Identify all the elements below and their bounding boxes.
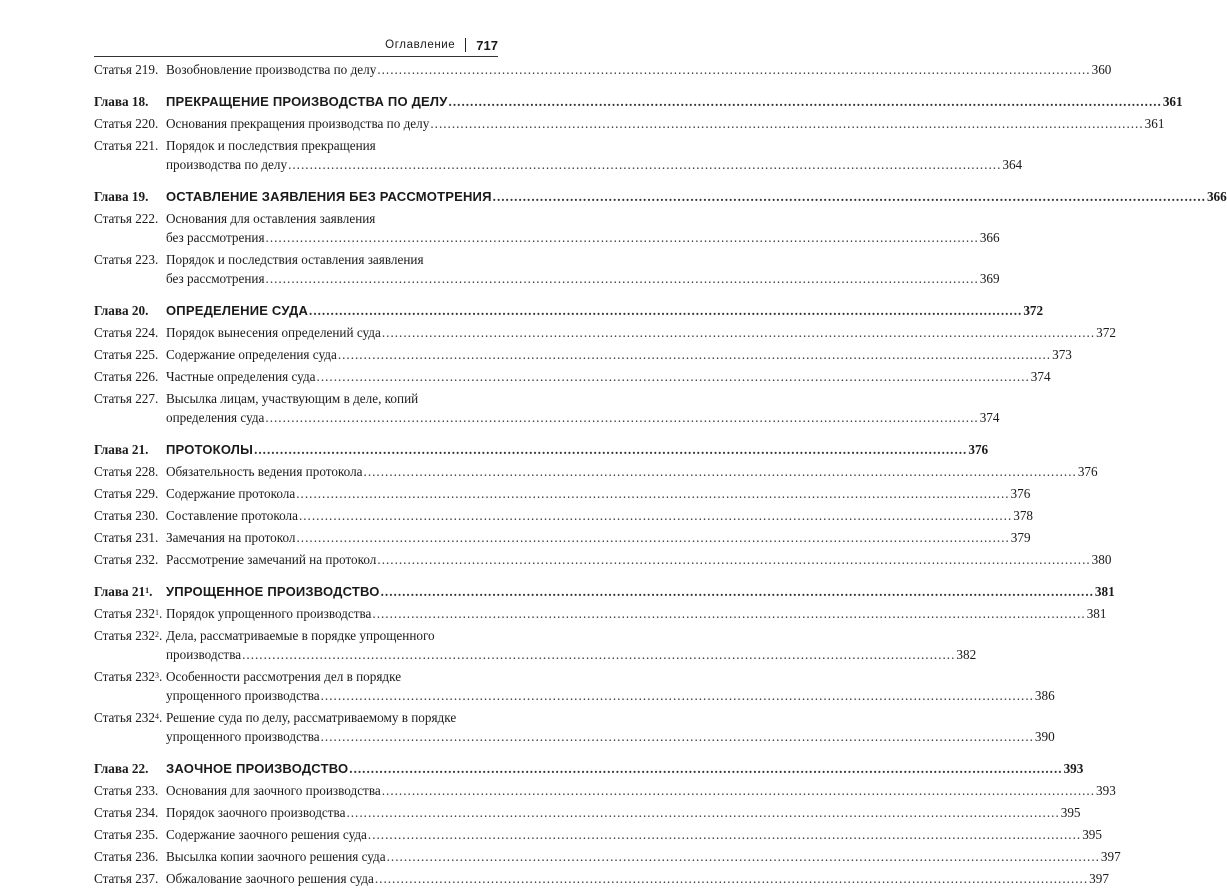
dot-leader xyxy=(349,759,1062,778)
entry-page-number: 390 xyxy=(1034,729,1055,744)
toc-article-entry[interactable] xyxy=(94,462,1098,481)
entry-page-number: 372 xyxy=(1023,303,1044,318)
entry-label-text: Глава 20. xyxy=(94,303,149,318)
entry-title: Порядок и последствия оставления заявления xyxy=(166,252,424,267)
entry-page-number: 395 xyxy=(1082,827,1102,842)
entry-label-text: Статья 232 xyxy=(94,669,155,684)
entry-page-number: 378 xyxy=(1013,508,1034,523)
toc-article-entry[interactable] xyxy=(94,345,1072,364)
dot-leader xyxy=(299,506,1012,525)
entry-title: производства по делу xyxy=(166,157,288,172)
toc-article-entry[interactable] xyxy=(94,528,1031,547)
entry-page-number: 360 xyxy=(1091,62,1112,77)
entry-label xyxy=(94,389,166,427)
entry-title: Основания прекращения производства по делу xyxy=(166,116,430,131)
entry-label xyxy=(94,667,166,705)
entry-label-text: Статья 231. xyxy=(94,530,159,545)
entry-label-text: Статья 228. xyxy=(94,464,159,479)
entry-label xyxy=(94,92,166,111)
entry-label xyxy=(94,604,166,623)
entry-label xyxy=(94,187,166,206)
entry-title: Особенности рассмотрения дел в порядке xyxy=(166,669,402,684)
entry-page-number: 376 xyxy=(1077,464,1098,479)
entry-title: ОСТАВЛЕНИЕ ЗАЯВЛЕНИЯ БЕЗ РАССМОТРЕНИЯ xyxy=(166,189,492,204)
entry-label xyxy=(94,825,166,844)
toc-article-entry[interactable] xyxy=(94,825,1102,844)
entry-label-text: Статья 227. xyxy=(94,391,159,406)
dot-leader xyxy=(254,440,967,459)
entry-title: Высылка лицам, участвующим в деле, копий xyxy=(166,391,419,406)
running-header xyxy=(100,36,498,54)
entry-page-number: 381 xyxy=(1094,584,1115,599)
entry-page-number: 373 xyxy=(1052,347,1072,362)
dot-leader xyxy=(321,727,1034,746)
entry-title: Дела, рассматриваемые в порядке упрощенного xyxy=(166,628,435,643)
entry-label xyxy=(94,250,166,288)
entry-label xyxy=(94,626,166,664)
dot-leader xyxy=(288,155,1001,174)
entry-label xyxy=(94,440,166,459)
toc-article-entry[interactable] xyxy=(94,847,1121,866)
entry-label xyxy=(94,759,166,778)
entry-label-text: Глава 18. xyxy=(94,94,149,109)
entry-page-number: 393 xyxy=(1063,761,1084,776)
entry-label xyxy=(94,484,166,503)
entry-title: Порядок заочного производства xyxy=(166,805,346,820)
entry-title: без рассмотрения xyxy=(166,271,265,286)
toc-article-entry[interactable] xyxy=(94,367,1051,386)
toc-article-entry[interactable] xyxy=(94,667,1055,705)
entry-label-text: Статья 222. xyxy=(94,211,159,226)
entry-title: Основания для оставления заявления xyxy=(166,211,376,226)
dot-leader xyxy=(338,345,1051,364)
entry-page-number: 386 xyxy=(1034,688,1055,703)
entry-label-text: Глава 21 xyxy=(94,584,146,599)
toc-article-entry[interactable] xyxy=(94,708,1055,746)
dot-leader xyxy=(377,550,1090,569)
entry-label xyxy=(94,847,166,866)
entry-label xyxy=(94,301,166,320)
entry-label-superscript: 4 xyxy=(154,712,159,721)
entry-title: Высылка копии заочного решения суда xyxy=(166,849,386,864)
entry-label-text: Статья 226. xyxy=(94,369,159,384)
dot-leader xyxy=(266,228,979,247)
entry-title: Содержание протокола xyxy=(166,486,296,501)
entry-label-text: Статья 232 xyxy=(94,628,155,643)
dot-leader xyxy=(449,92,1162,111)
entry-page-number: 369 xyxy=(979,271,1000,286)
dot-leader xyxy=(242,645,955,664)
entry-page-number: 364 xyxy=(1002,157,1023,172)
dot-leader xyxy=(382,781,1095,800)
entry-label-text: Статья 232 xyxy=(94,710,155,725)
dot-leader xyxy=(266,269,979,288)
entry-label xyxy=(94,781,166,800)
toc-article-entry[interactable] xyxy=(94,506,1034,525)
entry-label-text: Статья 230. xyxy=(94,508,159,523)
dot-leader xyxy=(317,367,1030,386)
dot-leader xyxy=(364,462,1077,481)
entry-label-superscript: 2 xyxy=(154,630,159,639)
entry-label-text: Статья 232. xyxy=(94,552,159,567)
entry-page-number: 366 xyxy=(1206,189,1227,204)
toc-article-entry[interactable] xyxy=(94,626,977,664)
entry-page-number: 361 xyxy=(1144,116,1165,131)
page-number: 717 xyxy=(476,37,498,53)
section-title: Оглавление xyxy=(385,39,456,51)
entry-title: Порядок и последствия прекращения xyxy=(166,138,376,153)
toc-article-entry[interactable] xyxy=(94,484,1031,503)
dot-leader xyxy=(297,528,1010,547)
entry-title: Основания для заочного производства xyxy=(166,783,381,798)
entry-page-number: 361 xyxy=(1162,94,1183,109)
toc-chapter-entry[interactable] xyxy=(94,92,1183,111)
dot-leader xyxy=(381,582,1094,601)
entry-label xyxy=(94,869,166,888)
toc-article-entry[interactable] xyxy=(94,550,1112,569)
entry-title: Составление протокола xyxy=(166,508,298,523)
entry-label xyxy=(94,209,166,247)
entry-title: Порядок вынесения определений суда xyxy=(166,325,381,340)
entry-label-text: Статья 234. xyxy=(94,805,159,820)
entry-label xyxy=(94,60,166,79)
toc-article-entry[interactable] xyxy=(94,209,1000,247)
entry-title: Рассмотрение замечаний на протокол xyxy=(166,552,377,567)
dot-leader xyxy=(296,484,1009,503)
entry-label-text: Статья 235. xyxy=(94,827,159,842)
entry-label xyxy=(94,323,166,342)
entry-page-number: 397 xyxy=(1089,871,1109,886)
toc-chapter-entry[interactable] xyxy=(94,759,1084,778)
entry-page-number: 379 xyxy=(1010,530,1031,545)
dot-leader xyxy=(372,604,1085,623)
entry-label-tail: . xyxy=(158,669,163,684)
entry-title: Обжалование заочного решения суда xyxy=(166,871,374,886)
entry-label-tail: . xyxy=(158,710,163,725)
entry-label-text: Статья 219. xyxy=(94,62,159,77)
entry-page-number: 380 xyxy=(1091,552,1112,567)
table-of-contents xyxy=(94,60,1227,888)
dot-leader xyxy=(309,301,1022,320)
dot-leader xyxy=(368,825,1081,844)
entry-title: Содержание определения суда xyxy=(166,347,337,362)
toc-chapter-entry[interactable] xyxy=(94,301,1044,320)
entry-label-tail: . xyxy=(158,628,163,643)
entry-page-number: 366 xyxy=(979,230,1000,245)
entry-label-text: Статья 225. xyxy=(94,347,159,362)
dot-leader xyxy=(430,114,1143,133)
entry-page-number: 372 xyxy=(1096,325,1116,340)
dot-leader xyxy=(265,408,978,427)
dot-leader xyxy=(387,847,1100,866)
toc-article-entry[interactable] xyxy=(94,803,1081,822)
entry-label xyxy=(94,582,166,601)
entry-page-number: 397 xyxy=(1100,849,1121,864)
entry-page-number: 376 xyxy=(1010,486,1031,501)
header-rule xyxy=(94,56,498,57)
entry-label-text: Глава 21. xyxy=(94,442,149,457)
entry-title: ОПРЕДЕЛЕНИЕ СУДА xyxy=(166,303,309,318)
entry-label xyxy=(94,367,166,386)
entry-label xyxy=(94,462,166,481)
entry-label-text: Статья 233. xyxy=(94,783,159,798)
entry-label xyxy=(94,136,166,174)
entry-title: без рассмотрения xyxy=(166,230,265,245)
entry-title: упрощенного производства xyxy=(166,729,320,744)
toc-article-entry[interactable] xyxy=(94,604,1107,623)
entry-label-text: Статья 223. xyxy=(94,252,159,267)
toc-article-entry[interactable] xyxy=(94,114,1165,133)
entry-title: определения суда xyxy=(166,410,265,425)
toc-article-entry[interactable] xyxy=(94,250,1000,288)
entry-label-text: Статья 220. xyxy=(94,116,159,131)
entry-title: ЗАОЧНОЕ ПРОИЗВОДСТВО xyxy=(166,761,349,776)
dot-leader xyxy=(377,60,1090,79)
dot-leader xyxy=(493,187,1206,206)
entry-label-superscript: 1 xyxy=(154,608,159,617)
toc-chapter-entry[interactable] xyxy=(94,582,1115,601)
entry-label-text: Статья 224. xyxy=(94,325,159,340)
dot-leader xyxy=(321,686,1034,705)
entry-label-text: Глава 22. xyxy=(94,761,149,776)
entry-page-number: 381 xyxy=(1086,606,1107,621)
entry-page-number: 393 xyxy=(1096,783,1116,798)
entry-page-number: 382 xyxy=(956,647,977,662)
entry-label xyxy=(94,114,166,133)
toc-chapter-entry[interactable] xyxy=(94,187,1227,206)
toc-article-entry[interactable] xyxy=(94,60,1112,79)
entry-label xyxy=(94,708,166,746)
entry-page-number: 374 xyxy=(1030,369,1051,384)
entry-label-text: Глава 19. xyxy=(94,189,149,204)
entry-title: Содержание заочного решения суда xyxy=(166,827,367,842)
entry-label xyxy=(94,550,166,569)
entry-label-text: Статья 221. xyxy=(94,138,159,153)
entry-title: УПРОЩЕННОЕ ПРОИЗВОДСТВО xyxy=(166,584,380,599)
toc-article-entry[interactable] xyxy=(94,136,1023,174)
entry-page-number: 374 xyxy=(979,410,1000,425)
entry-label-text: Статья 229. xyxy=(94,486,159,501)
entry-title: Решение суда по делу, рассматриваемому в порядке xyxy=(166,710,457,725)
entry-label-text: Статья 236. xyxy=(94,849,159,864)
entry-label-tail: . xyxy=(158,606,163,621)
dot-leader xyxy=(375,869,1088,888)
entry-label-tail: . xyxy=(149,584,153,599)
entry-title: Возобновление производства по делу xyxy=(166,62,377,77)
toc-chapter-entry[interactable] xyxy=(94,440,989,459)
dot-leader xyxy=(382,323,1095,342)
toc-article-entry[interactable] xyxy=(94,323,1116,342)
entry-title: ПРОТОКОЛЫ xyxy=(166,442,254,457)
entry-title: производства xyxy=(166,647,242,662)
entry-title: Обязательность ведения протокола xyxy=(166,464,363,479)
entry-label-superscript: 3 xyxy=(154,671,159,680)
entry-label xyxy=(94,506,166,525)
entry-title: Порядок упрощенного производства xyxy=(166,606,372,621)
entry-page-number: 376 xyxy=(968,442,989,457)
entry-title: Частные определения суда xyxy=(166,369,316,384)
entry-title: Замечания на протокол xyxy=(166,530,296,545)
entry-label-text: Статья 232 xyxy=(94,606,155,621)
entry-title: ПРЕКРАЩЕНИЕ ПРОИЗВОДСТВА ПО ДЕЛУ xyxy=(166,94,448,109)
entry-label-superscript: 1 xyxy=(145,586,150,595)
toc-article-entry[interactable] xyxy=(94,781,1116,800)
entry-label xyxy=(94,803,166,822)
entry-label xyxy=(94,345,166,364)
header-divider xyxy=(465,38,466,52)
entry-title: упрощенного производства xyxy=(166,688,320,703)
entry-label xyxy=(94,528,166,547)
entry-label-text: Статья 237. xyxy=(94,871,159,886)
dot-leader xyxy=(346,803,1059,822)
toc-article-entry[interactable] xyxy=(94,389,1000,427)
toc-article-entry[interactable] xyxy=(94,869,1109,888)
entry-page-number: 395 xyxy=(1060,805,1081,820)
